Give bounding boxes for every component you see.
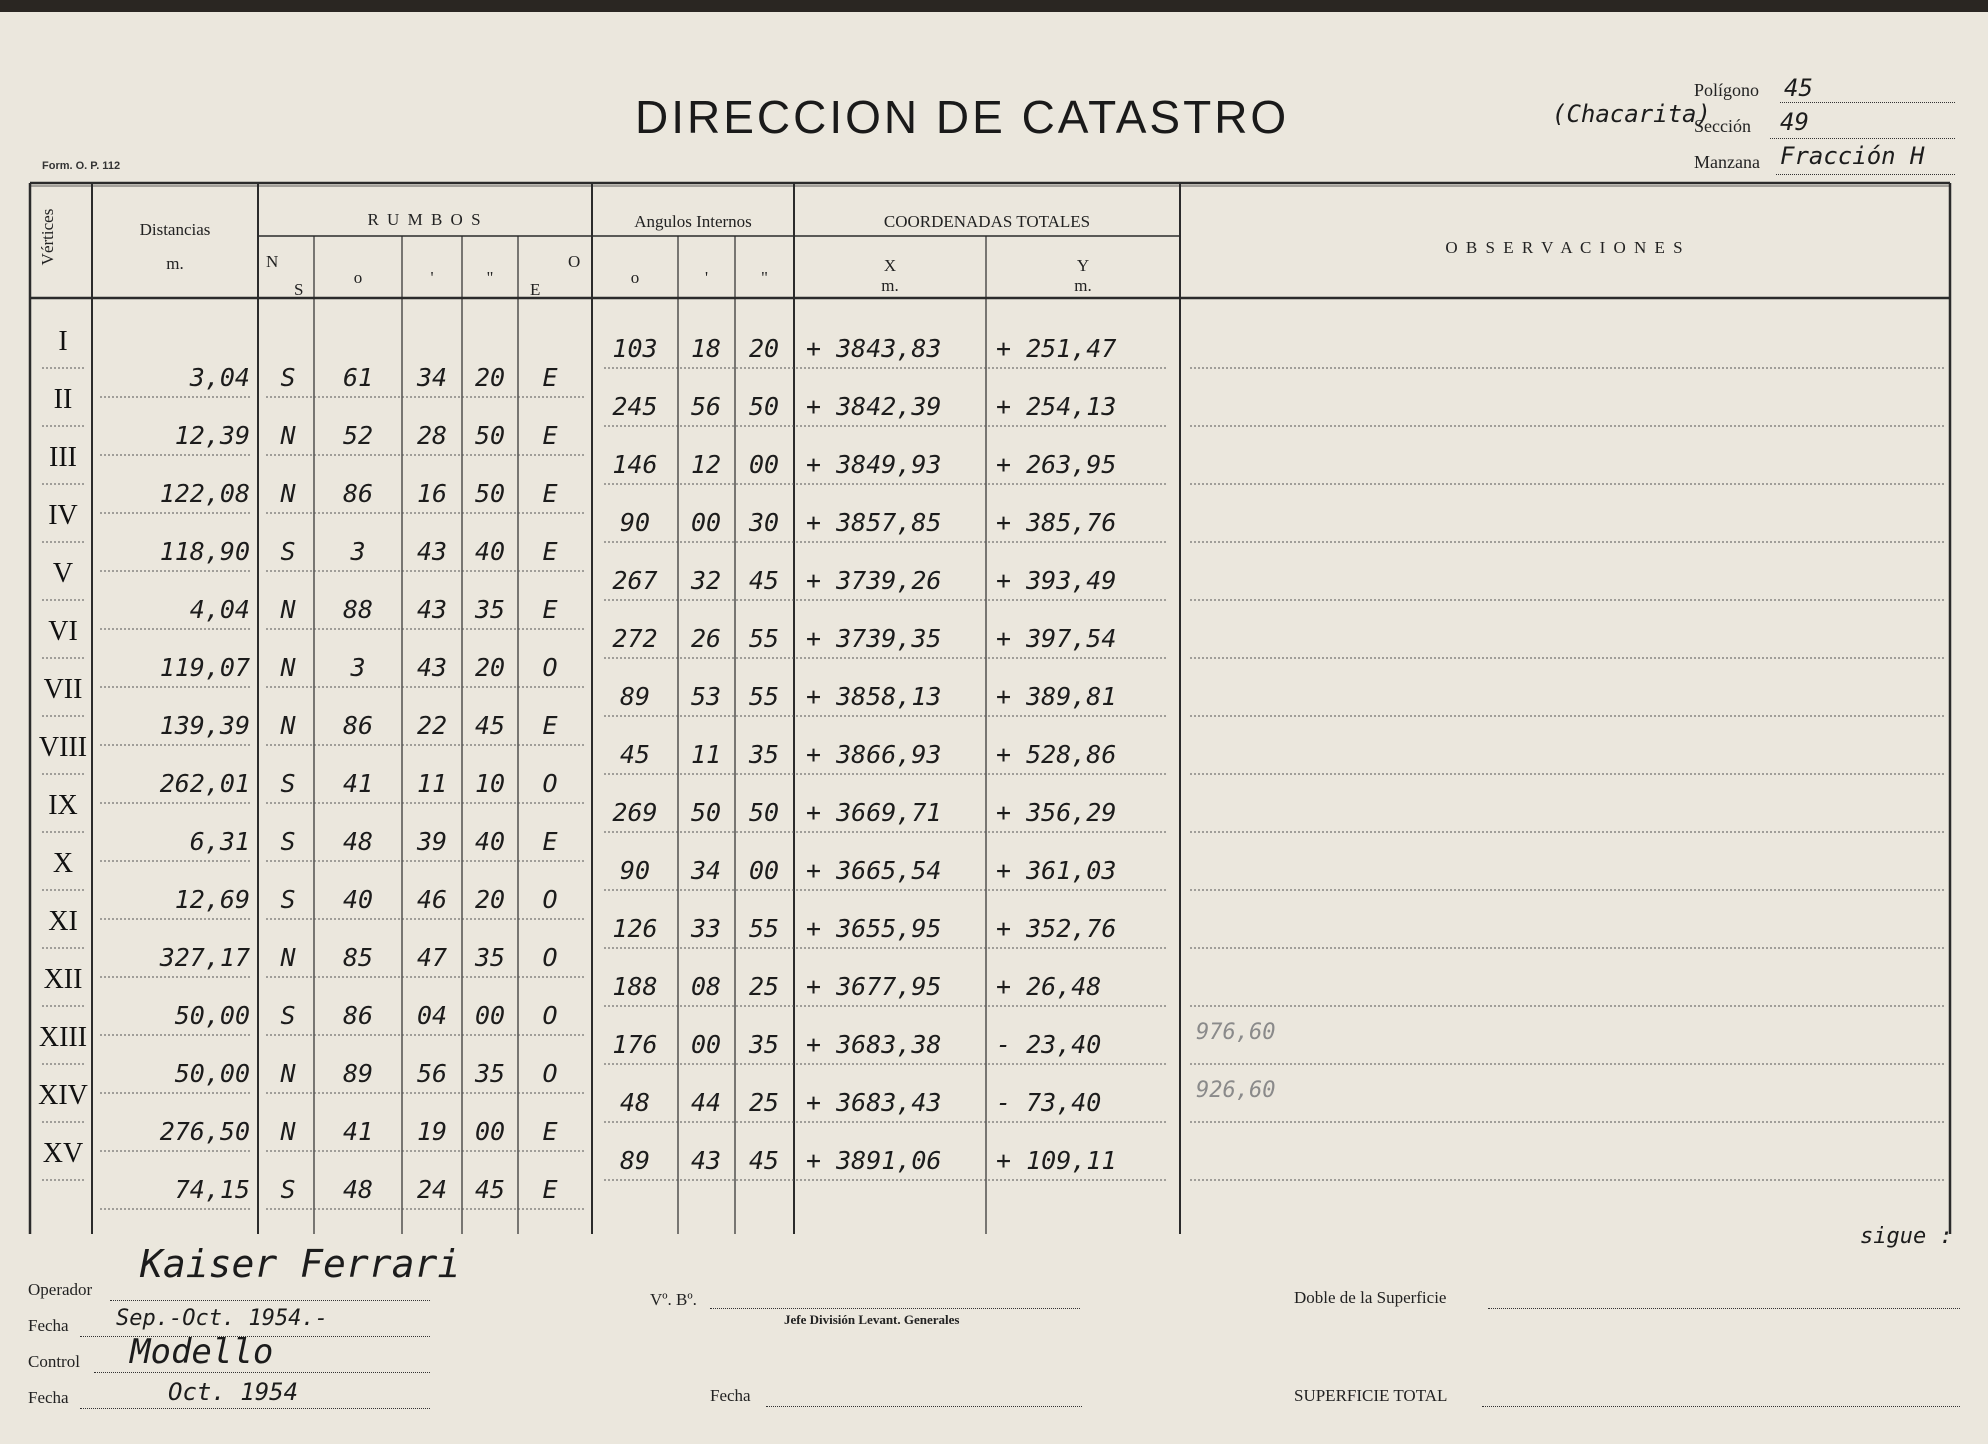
angle-seconds: 00 <box>748 450 780 479</box>
control-signature: Modello <box>130 1332 274 1372</box>
angle-minutes: 53 <box>690 682 722 711</box>
jefe-label: Jefe División Levant. Generales <box>784 1312 960 1327</box>
rumbo-minutes: 43 <box>416 537 448 566</box>
poligono-label: Polígono <box>1694 80 1760 100</box>
coordinate-x: + 3669,71 <box>806 798 942 827</box>
header-distancias-unit: m. <box>166 254 184 273</box>
rumbo-minutes: 56 <box>416 1059 448 1088</box>
rumbo-degrees: 61 <box>342 363 374 392</box>
fecha3-label: Fecha <box>710 1386 751 1405</box>
rumbo-ns: S <box>280 1001 296 1030</box>
continues-note: sigue : <box>1860 1224 1953 1249</box>
manzana-label: Manzana <box>1694 152 1760 172</box>
angle-seconds: 55 <box>748 914 780 943</box>
angle-minutes: 08 <box>690 972 722 1001</box>
coordinate-y: + 352,76 <box>996 914 1117 943</box>
rumbo-ns: N <box>280 595 296 624</box>
form-code: Form. O. P. 112 <box>42 160 121 172</box>
page-title: DIRECCION DE CATASTRO <box>635 91 1290 143</box>
vertex-label: XIV <box>38 1080 88 1111</box>
side-distance: 12,69 <box>174 885 250 914</box>
angle-degrees: 90 <box>619 856 651 885</box>
rumbo-ns: N <box>280 653 296 682</box>
rumbo-degrees: 40 <box>342 885 374 914</box>
coordinate-y: - 23,40 <box>996 1030 1102 1059</box>
seccion-line <box>1770 138 1955 139</box>
rumbo-eo: O <box>542 653 558 682</box>
fecha3-line <box>766 1406 1082 1407</box>
side-distance: 118,90 <box>159 537 250 566</box>
coordinate-x: + 3739,26 <box>806 566 942 595</box>
header-coord-x: X <box>883 256 897 275</box>
rumbo-minutes: 22 <box>416 711 448 740</box>
rumbo-ns: S <box>280 363 296 392</box>
angle-degrees: 188 <box>612 972 658 1001</box>
header-ang-sec: " <box>761 268 768 287</box>
angle-seconds: 55 <box>748 682 780 711</box>
rumbo-minutes: 43 <box>416 595 448 624</box>
header-rumbo-deg: o <box>353 268 363 287</box>
coordinate-x: + 3849,93 <box>806 450 942 479</box>
coordinate-x: + 3891,06 <box>806 1146 942 1175</box>
rumbo-eo: O <box>542 885 558 914</box>
rumbo-seconds: 20 <box>474 653 506 682</box>
header-angulos: Angulos Internos <box>634 212 752 231</box>
rumbo-degrees: 89 <box>342 1059 374 1088</box>
vertex-label: IV <box>48 500 78 531</box>
fecha1-value: Sep.-Oct. 1954.- <box>116 1306 328 1331</box>
coordinate-x: + 3866,93 <box>806 740 942 769</box>
header-coord-x-unit: m. <box>881 276 899 295</box>
rumbo-eo: O <box>542 769 558 798</box>
fecha1-label: Fecha <box>28 1316 69 1335</box>
rumbo-minutes: 28 <box>416 421 448 450</box>
operador-line <box>110 1300 430 1301</box>
angle-degrees: 90 <box>619 508 651 537</box>
angle-minutes: 34 <box>690 856 722 885</box>
rumbo-minutes: 43 <box>416 653 448 682</box>
operador-label: Operador <box>28 1280 93 1299</box>
rumbo-eo: E <box>542 595 558 624</box>
angle-degrees: 146 <box>612 450 658 479</box>
superficie-total-label: SUPERFICIE TOTAL <box>1294 1386 1448 1405</box>
angle-degrees: 245 <box>612 392 658 421</box>
angle-degrees: 89 <box>619 682 651 711</box>
seccion-label: Sección <box>1694 116 1751 136</box>
vertex-label: XI <box>48 906 78 937</box>
angle-degrees: 48 <box>619 1088 651 1117</box>
rumbo-minutes: 46 <box>416 885 448 914</box>
seccion-value: 49 <box>1780 108 1809 136</box>
angle-seconds: 45 <box>748 566 780 595</box>
doble-superficie-line <box>1488 1308 1960 1309</box>
rumbo-eo: E <box>542 363 558 392</box>
coordinate-x: + 3683,38 <box>806 1030 942 1059</box>
manzana-value: Fracción H <box>1780 142 1925 170</box>
rumbo-seconds: 20 <box>474 363 506 392</box>
rumbo-ns: N <box>280 943 296 972</box>
rumbo-seconds: 35 <box>474 1059 506 1088</box>
coordinate-x: + 3739,35 <box>806 624 942 653</box>
angle-minutes: 26 <box>690 624 722 653</box>
rumbo-ns: N <box>280 479 296 508</box>
rumbo-seconds: 10 <box>474 769 506 798</box>
side-distance: 262,01 <box>159 769 250 798</box>
rumbo-minutes: 34 <box>416 363 448 392</box>
coordinate-x: + 3683,43 <box>806 1088 942 1117</box>
coordinate-y: + 263,95 <box>996 450 1117 479</box>
coordinate-x: + 3665,54 <box>806 856 942 885</box>
angle-minutes: 11 <box>690 740 722 769</box>
coordinate-x: + 3677,95 <box>806 972 942 1001</box>
rumbo-degrees: 85 <box>342 943 374 972</box>
district-note: (Chacarita) <box>1552 100 1711 128</box>
rumbo-ns: N <box>280 421 296 450</box>
side-distance: 4,04 <box>189 595 250 624</box>
rumbo-degrees: 86 <box>342 479 374 508</box>
rumbo-ns: S <box>280 769 296 798</box>
header-rumbos: R U M B O S <box>367 210 483 229</box>
vobo-label: Vº. Bº. <box>650 1290 697 1309</box>
survey-sheet <box>0 12 1988 1444</box>
angle-seconds: 45 <box>748 1146 780 1175</box>
rumbo-seconds: 45 <box>474 711 506 740</box>
header-rumbo-min: ' <box>430 268 434 287</box>
vertex-label: III <box>49 442 77 473</box>
rumbo-degrees: 86 <box>342 711 374 740</box>
angle-seconds: 35 <box>748 740 780 769</box>
header-rumbo-n: N <box>266 252 279 271</box>
side-distance: 3,04 <box>189 363 250 392</box>
side-distance: 139,39 <box>159 711 250 740</box>
header-rumbo-o: O <box>568 252 581 271</box>
poligono-value: 45 <box>1784 74 1813 102</box>
coordinate-x: + 3842,39 <box>806 392 942 421</box>
rumbo-eo: O <box>542 1059 558 1088</box>
vertex-label: VI <box>48 616 78 647</box>
side-distance: 276,50 <box>159 1117 250 1146</box>
rumbo-ns: N <box>280 711 296 740</box>
header-rumbo-sec: " <box>486 268 494 287</box>
header-distancias: Distancias <box>139 220 211 239</box>
angle-seconds: 35 <box>748 1030 780 1059</box>
side-distance: 119,07 <box>159 653 250 682</box>
rumbo-eo: E <box>542 421 558 450</box>
control-label: Control <box>28 1352 80 1371</box>
rumbo-degrees: 41 <box>342 1117 374 1146</box>
control-line <box>94 1372 430 1373</box>
rumbo-degrees: 3 <box>350 537 366 566</box>
header-coord-y-unit: m. <box>1074 276 1092 295</box>
rumbo-minutes: 04 <box>416 1001 448 1030</box>
rumbo-minutes: 47 <box>416 943 448 972</box>
angle-degrees: 272 <box>612 624 658 653</box>
side-distance: 6,31 <box>189 827 250 856</box>
angle-degrees: 267 <box>612 566 658 595</box>
side-distance: 50,00 <box>174 1001 250 1030</box>
angle-seconds: 25 <box>748 972 780 1001</box>
rumbo-ns: N <box>280 1059 296 1088</box>
angle-minutes: 00 <box>690 1030 722 1059</box>
vertex-label: VII <box>43 674 83 705</box>
rumbo-eo: E <box>542 711 558 740</box>
angle-seconds: 50 <box>748 392 780 421</box>
coordinate-y: + 393,49 <box>996 566 1117 595</box>
angle-degrees: 176 <box>612 1030 658 1059</box>
rumbo-seconds: 20 <box>474 885 506 914</box>
rumbo-ns: N <box>280 1117 296 1146</box>
coordinate-x: + 3843,83 <box>806 334 942 363</box>
coordinate-x: + 3858,13 <box>806 682 942 711</box>
rumbo-degrees: 48 <box>342 1175 374 1204</box>
rumbo-seconds: 50 <box>474 479 506 508</box>
rumbo-eo: E <box>542 827 558 856</box>
rumbo-seconds: 00 <box>474 1117 506 1146</box>
rumbo-seconds: 50 <box>474 421 506 450</box>
coordinate-y: + 251,47 <box>996 334 1117 363</box>
fecha2-label: Fecha <box>28 1388 69 1407</box>
vertex-label: IX <box>48 790 78 821</box>
angle-minutes: 43 <box>690 1146 722 1175</box>
rumbo-ns: S <box>280 885 296 914</box>
observation-note: 976,60 <box>1196 1020 1276 1045</box>
rumbo-minutes: 11 <box>416 769 448 798</box>
rumbo-seconds: 35 <box>474 943 506 972</box>
rumbo-degrees: 48 <box>342 827 374 856</box>
rumbo-seconds: 40 <box>474 827 506 856</box>
rumbo-seconds: 40 <box>474 537 506 566</box>
rumbo-degrees: 3 <box>350 653 366 682</box>
coordinate-y: + 361,03 <box>996 856 1117 885</box>
rumbo-seconds: 45 <box>474 1175 506 1204</box>
header-coordenadas: COORDENADAS TOTALES <box>883 212 1091 231</box>
rumbo-eo: E <box>542 537 558 566</box>
header-coord-y: Y <box>1076 256 1090 275</box>
header-vertices: Vértices <box>38 208 57 266</box>
side-distance: 327,17 <box>159 943 250 972</box>
angle-seconds: 30 <box>748 508 780 537</box>
angle-minutes: 18 <box>690 334 722 363</box>
angle-seconds: 20 <box>748 334 780 363</box>
header-ang-deg: o <box>630 268 640 287</box>
coordinate-x: + 3655,95 <box>806 914 942 943</box>
vertex-label: V <box>52 558 74 589</box>
header-observaciones: O B S E R V A C I O N E S <box>1445 238 1685 257</box>
angle-minutes: 50 <box>690 798 722 827</box>
vertex-label: XII <box>43 964 83 995</box>
angle-minutes: 00 <box>690 508 722 537</box>
side-distance: 74,15 <box>174 1175 250 1204</box>
rumbo-eo: O <box>542 1001 558 1030</box>
coordinate-y: + 397,54 <box>996 624 1117 653</box>
poligono-line <box>1780 102 1955 103</box>
rumbo-minutes: 19 <box>416 1117 448 1146</box>
coordinate-y: + 385,76 <box>996 508 1117 537</box>
side-distance: 122,08 <box>159 479 250 508</box>
rumbo-minutes: 16 <box>416 479 448 508</box>
rumbo-eo: E <box>542 1175 558 1204</box>
fecha2-value: Oct. 1954 <box>168 1378 299 1406</box>
rumbo-degrees: 88 <box>342 595 374 624</box>
rumbo-eo: O <box>542 943 558 972</box>
manzana-line <box>1776 174 1955 175</box>
angle-minutes: 44 <box>690 1088 722 1117</box>
coordinate-y: + 26,48 <box>996 972 1102 1001</box>
angle-seconds: 00 <box>748 856 780 885</box>
header-ang-min: ' <box>704 268 709 287</box>
vertex-label: II <box>53 384 73 415</box>
rumbo-eo: E <box>542 479 558 508</box>
rumbo-eo: E <box>542 1117 558 1146</box>
vertex-label: XIII <box>38 1022 88 1053</box>
side-distance: 50,00 <box>174 1059 250 1088</box>
angle-degrees: 269 <box>612 798 658 827</box>
rumbo-ns: S <box>280 827 296 856</box>
observation-note: 926,60 <box>1196 1078 1276 1103</box>
angle-degrees: 103 <box>612 334 658 363</box>
angle-minutes: 56 <box>690 392 722 421</box>
coordinate-y: + 389,81 <box>996 682 1117 711</box>
operador-signature: Kaiser Ferrari <box>140 1242 461 1286</box>
angle-minutes: 33 <box>690 914 722 943</box>
vertex-label: X <box>52 848 74 879</box>
angle-seconds: 25 <box>748 1088 780 1117</box>
vertex-label: XV <box>42 1138 84 1169</box>
coordinate-x: + 3857,85 <box>806 508 942 537</box>
rumbo-ns: S <box>280 1175 296 1204</box>
vertex-label: I <box>58 326 68 357</box>
angle-degrees: 45 <box>619 740 651 769</box>
coordinate-y: + 356,29 <box>996 798 1117 827</box>
angle-seconds: 55 <box>748 624 780 653</box>
rumbo-seconds: 35 <box>474 595 506 624</box>
coordinate-y: - 73,40 <box>996 1088 1102 1117</box>
angle-minutes: 12 <box>690 450 722 479</box>
angle-seconds: 50 <box>748 798 780 827</box>
vertex-label: VIII <box>38 732 88 763</box>
fecha2-line <box>80 1408 430 1409</box>
coordinate-y: + 254,13 <box>996 392 1117 421</box>
angle-degrees: 89 <box>619 1146 651 1175</box>
angle-minutes: 32 <box>690 566 722 595</box>
coordinate-y: + 109,11 <box>996 1146 1117 1175</box>
doble-superficie-label: Doble de la Superficie <box>1294 1288 1447 1307</box>
rumbo-ns: S <box>280 537 296 566</box>
rumbo-seconds: 00 <box>474 1001 506 1030</box>
header-rumbo-e: E <box>530 280 541 299</box>
rumbo-degrees: 52 <box>342 421 374 450</box>
rumbo-minutes: 39 <box>416 827 448 856</box>
rumbo-degrees: 41 <box>342 769 374 798</box>
angle-degrees: 126 <box>612 914 658 943</box>
coordinate-y: + 528,86 <box>996 740 1117 769</box>
header-rumbo-s: S <box>294 280 304 299</box>
side-distance: 12,39 <box>174 421 250 450</box>
vobo-line <box>710 1308 1080 1309</box>
superficie-total-line <box>1482 1406 1960 1407</box>
rumbo-minutes: 24 <box>416 1175 448 1204</box>
rumbo-degrees: 86 <box>342 1001 374 1030</box>
